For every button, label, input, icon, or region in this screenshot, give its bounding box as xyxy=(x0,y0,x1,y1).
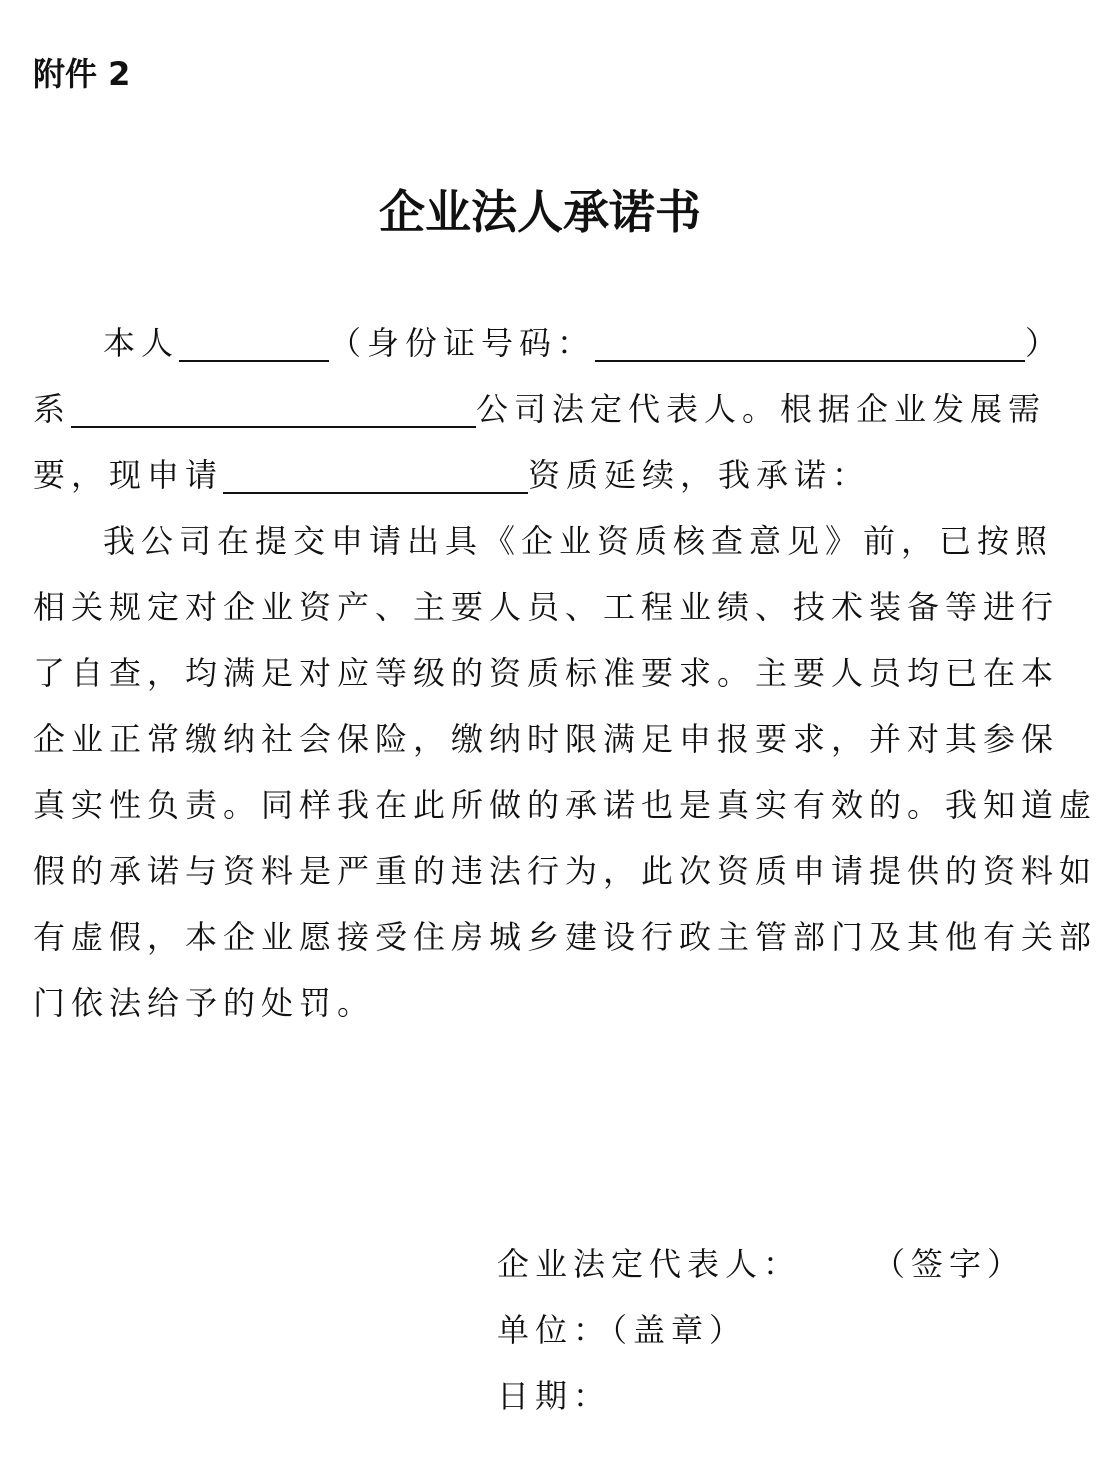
intro-line-2-prefix: 系 xyxy=(33,390,72,428)
id-close-paren: ） xyxy=(1025,324,1064,362)
company-name-blank[interactable] xyxy=(71,386,476,428)
unit-stamp-line: 单位：（盖章） xyxy=(497,1311,748,1349)
body-line: 门依法给予的处罚。 xyxy=(33,984,376,1022)
id-label: （身份证号码： xyxy=(329,324,596,362)
body-line: 假的承诺与资料是严重的违法行为，此次资质申请提供的资料如 xyxy=(33,852,1097,890)
body-line: 我公司在提交申请出具《企业资质核查意见》前，已按照 xyxy=(103,522,1054,560)
body-line: 真实性负责。同样我在此所做的承诺也是真实有效的。我知道虚 xyxy=(33,786,1097,824)
body-line: 企业正常缴纳社会保险，缴纳时限满足申报要求，并对其参保 xyxy=(33,720,1060,758)
body-line: 相关规定对企业资产、主要人员、工程业绩、技术装备等进行 xyxy=(33,588,1060,626)
intro-line-3-text: 资质延续，我承诺： xyxy=(528,456,871,494)
intro-line-3 xyxy=(33,442,1047,508)
date-line: 日期： xyxy=(497,1377,612,1415)
body-line: 了自查，均满足对应等级的资质标准要求。主要人员均已在本 xyxy=(33,654,1060,692)
document-title: 企业法人承诺书 xyxy=(379,185,701,239)
representative-signature-line xyxy=(497,1234,1025,1294)
intro-line-2-text: 公司法定代表人。根据企业发展需 xyxy=(476,390,1047,428)
body-line: 有虚假，本企业愿接受住房城乡建设行政主管部门及其他有关部 xyxy=(33,918,1097,956)
intro-prefix: 本人 xyxy=(103,324,180,362)
representative-label: 企业法定代表人： xyxy=(497,1245,802,1283)
id-number-blank[interactable] xyxy=(595,320,1025,362)
intro-line-3-prefix: 要，现申请 xyxy=(33,456,224,494)
intro-line-2 xyxy=(33,376,1047,442)
name-blank[interactable] xyxy=(179,320,329,362)
attachment-label: 附件 2 xyxy=(33,55,131,93)
qualification-blank[interactable] xyxy=(223,452,528,494)
sign-note: （签字） xyxy=(873,1245,1026,1283)
intro-line-1 xyxy=(33,310,1064,376)
